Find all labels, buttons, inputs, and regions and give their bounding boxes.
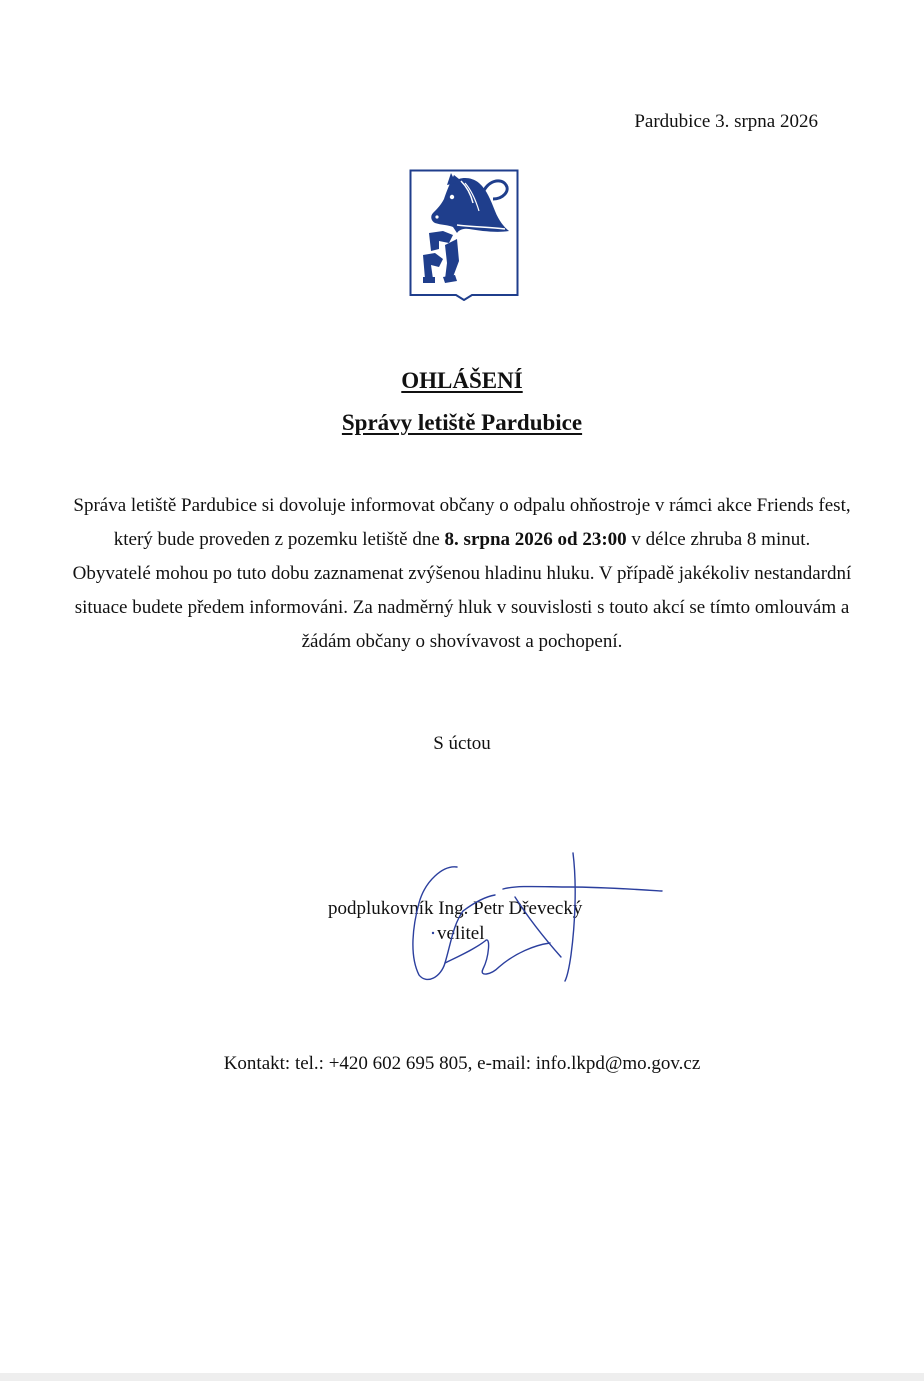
page-bottom-edge xyxy=(0,1373,924,1381)
signer-name: podplukovník Ing. Petr Dřevecký xyxy=(328,898,583,919)
body-paragraph-1-end: v délce zhruba 8 minut. xyxy=(626,529,811,550)
body-paragraph-2: Obyvatelé mohou po tuto dobu zaznamenat zvýšenou hladinu hluku. V případě jakékoliv nestandardní situace budete předem informováni. Za nadměrný hluk v souvislosti s touto akcí se tímto omlouvám a žádám občany o shovívavost a pochopení. xyxy=(72,563,852,652)
signer-rank: velitel xyxy=(437,923,485,944)
body-paragraph-1 xyxy=(60,489,864,557)
document-date: Pardubice 3. srpna 2026 xyxy=(634,111,818,132)
horse-crest-icon xyxy=(409,169,519,301)
closing-greeting: S úctou xyxy=(433,733,491,754)
announcement-body xyxy=(60,489,864,659)
event-date-time: 8. srpna 2026 od 23:00 xyxy=(444,529,627,550)
contact-info: Kontakt: tel.: +420 602 695 805, e-mail: info.lkpd@mo.gov.cz xyxy=(223,1053,701,1074)
body-paragraph-1-start: Správa letiště Pardubice si dovoluje informovat občany o odpalu ohňostroje v rámci akce Friends fest, který bude proveden z pozemku letiště dne xyxy=(73,495,851,550)
announcement-title: OHLÁŠENÍ xyxy=(401,368,523,393)
announcement-subtitle: Správy letiště Pardubice xyxy=(341,410,583,435)
